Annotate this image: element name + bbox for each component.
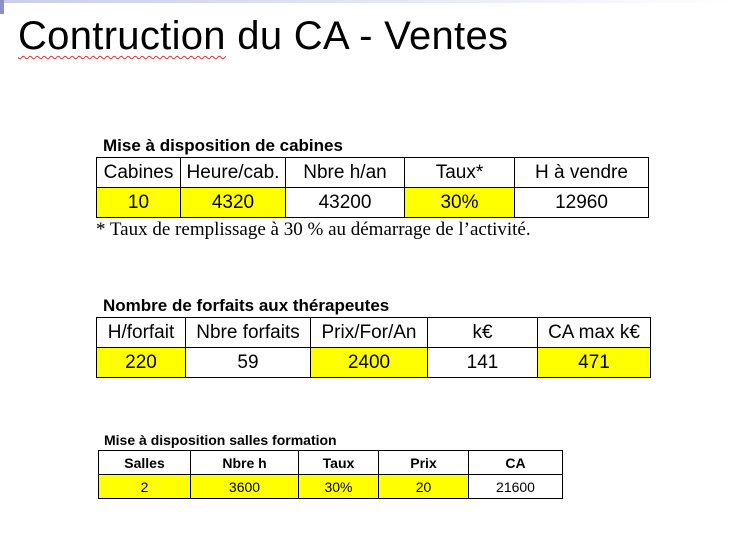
header-heure-cab: Heure/cab. [181,158,286,188]
cell-prix: 20 [379,475,469,499]
cell-ca: 21600 [469,475,563,499]
cell-cabines: 10 [97,188,181,218]
slide-title [18,14,508,59]
slide-corner-mark [0,0,4,14]
header-taux: Taux* [405,158,515,188]
header-ca-max: CA max k€ [538,318,651,348]
section3-title: Mise à disposition salles formation [104,432,337,448]
table-row [97,188,649,218]
table-row [97,348,651,378]
footnote: * Taux de remplissage à 30 % au démarrage de l’activité. [96,219,531,240]
cell-h-forfait: 220 [97,348,186,378]
table-header-row [97,158,649,188]
header-h-a-vendre: H à vendre [515,158,649,188]
cell-nbre-h-an: 43200 [286,188,405,218]
cell-h-a-vendre: 12960 [515,188,649,218]
cell-nbre-h: 3600 [191,475,299,499]
table-header-row [99,451,563,475]
salles-table [98,450,563,499]
table-header-row [97,318,651,348]
header-prix: Prix [379,451,469,475]
slide-top-rule [0,0,732,3]
header-cabines: Cabines [97,158,181,188]
cell-heure-cab: 4320 [181,188,286,218]
cell-nbre-forfaits: 59 [186,348,311,378]
cell-keuro: 141 [428,348,538,378]
header-salles: Salles [99,451,191,475]
table-row [99,475,563,499]
header-h-forfait: H/forfait [97,318,186,348]
title-rest: du CA - Ventes [225,14,509,58]
cabines-table [96,157,649,218]
section2-title: Nombre de forfaits aux thérapeutes [103,296,390,315]
cell-ca-max: 471 [538,348,651,378]
header-keuro: k€ [428,318,538,348]
header-ca: CA [469,451,563,475]
cell-taux: 30% [405,188,515,218]
cell-taux: 30% [299,475,379,499]
header-prix-for-an: Prix/For/An [311,318,428,348]
header-nbre-h-an: Nbre h/an [286,158,405,188]
header-taux: Taux [299,451,379,475]
cell-salles: 2 [99,475,191,499]
section1-title: Mise à disposition de cabines [103,136,343,155]
cell-prix-for-an: 2400 [311,348,428,378]
header-nbre-h: Nbre h [191,451,299,475]
header-nbre-forfaits: Nbre forfaits [186,318,311,348]
title-misspelled-word: Contruction [18,14,226,58]
forfaits-table [96,317,651,378]
